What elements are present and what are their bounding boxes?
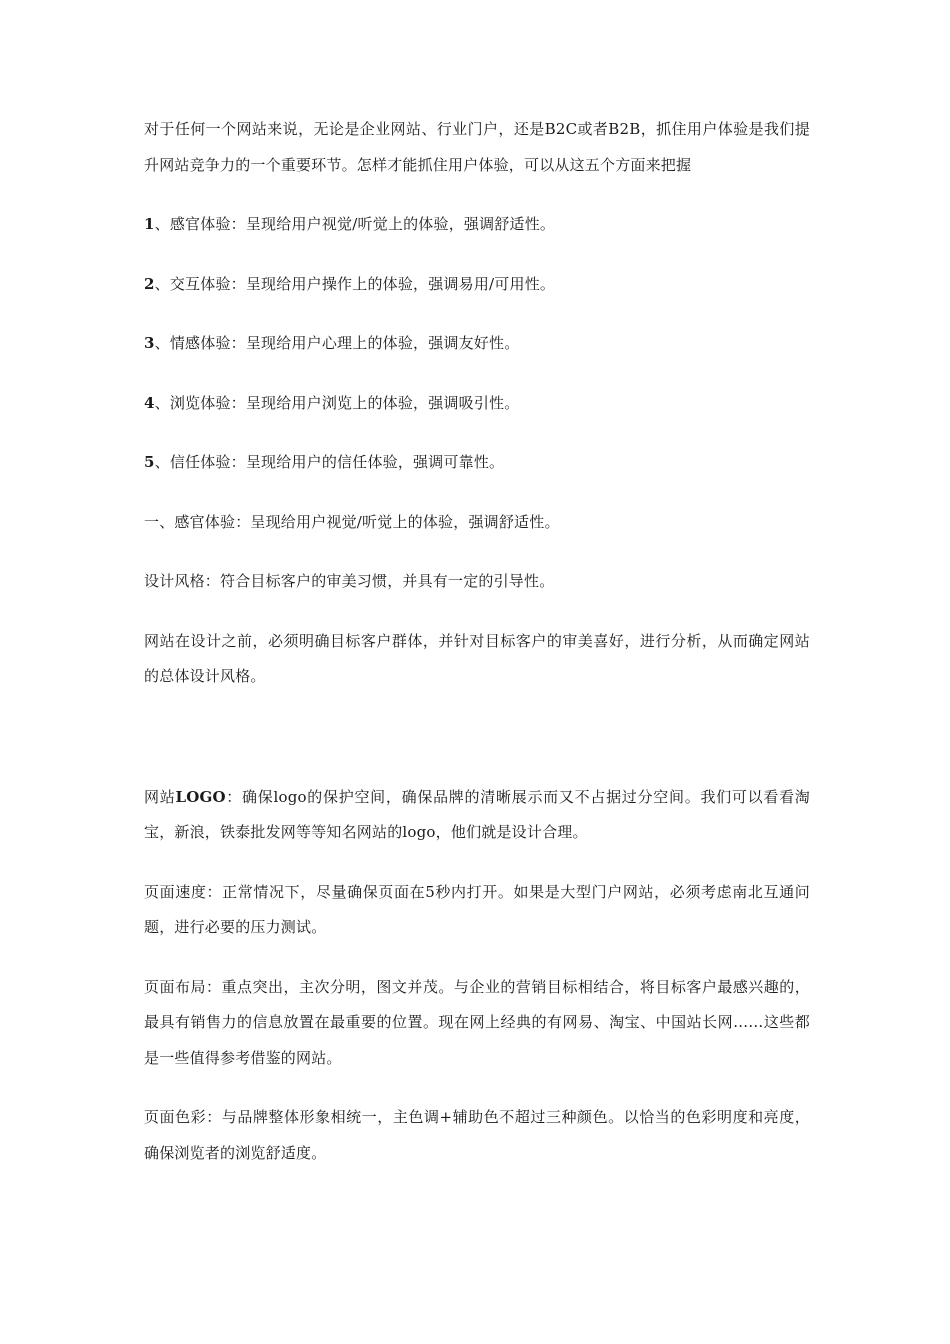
list-text: 、信任体验：呈现给用户的信任体验，强调可靠性。 [154,453,505,471]
list-text: 、情感体验：呈现给用户心理上的体验，强调友好性。 [154,334,520,352]
logo-paragraph [144,780,810,851]
list-number: 2 [144,274,155,293]
list-number: 3 [144,334,155,352]
list-text: 、浏览体验：呈现给用户浏览上的体验，强调吸引性。 [154,393,520,412]
intro-paragraph: 对于任何一个网站来说，无论是企业网站、行业门户，还是B2C或者B2B，抓住用户体验是我们提升网站竞争力的一个重要环节。怎样才能抓住用户体验，可以从这五个方面来把握 [144,120,810,174]
logo-prefix: 网站 [144,787,176,806]
list-item-5 [144,445,810,481]
list-number: 5 [144,453,155,471]
color-paragraph: 页面色彩：与品牌整体形象相统一，主色调+辅助色不超过三种颜色。以恰当的色彩明度和亮度，确保浏览者的浏览舒适度。 [144,1108,810,1162]
list-text: 、感官体验：呈现给用户视觉/听觉上的体验，强调舒适性。 [154,215,556,233]
document-page [144,112,810,1171]
list-text: 、交互体验：呈现给用户操作上的体验，强调易用/可用性。 [154,274,556,293]
list-number: 4 [144,393,155,412]
list-item-4 [144,386,810,422]
list-item-3 [144,326,810,362]
layout-paragraph: 页面布局：重点突出，主次分明，图文并茂。与企业的营销目标相结合，将目标客户最感兴趣的，最具有销售力的信息放置在最重要的位置。现在网上经典的有网易、淘宝、中国站长网……这些都是一些值得参考借鉴的网站。 [144,977,810,1067]
speed-paragraph: 页面速度：正常情况下，尽量确保页面在5秒内打开。如果是大型门户网站，必须考虑南北互通问题，进行必要的压力测试。 [144,882,810,936]
logo-text: ：确保logo的保护空间，确保品牌的清晰展示而又不占据过分空间。我们可以看看淘宝，新浪，铁泰批发网等等知名网站的logo，他们就是设计合理。 [144,787,811,841]
logo-bold: LOGO [175,787,226,806]
list-item-2 [144,267,810,303]
design-style-paragraph: 设计风格：符合目标客户的审美习惯，并具有一定的引导性。 [144,572,555,590]
list-number: 1 [144,215,155,233]
section-heading: 一、感官体验：呈现给用户视觉/听觉上的体验，强调舒适性。 [144,512,560,531]
design-detail-paragraph: 网站在设计之前，必须明确目标客户群体，并针对目标客户的审美喜好，进行分析，从而确定网站的总体设计风格。 [144,631,810,685]
list-item-1 [144,207,810,243]
